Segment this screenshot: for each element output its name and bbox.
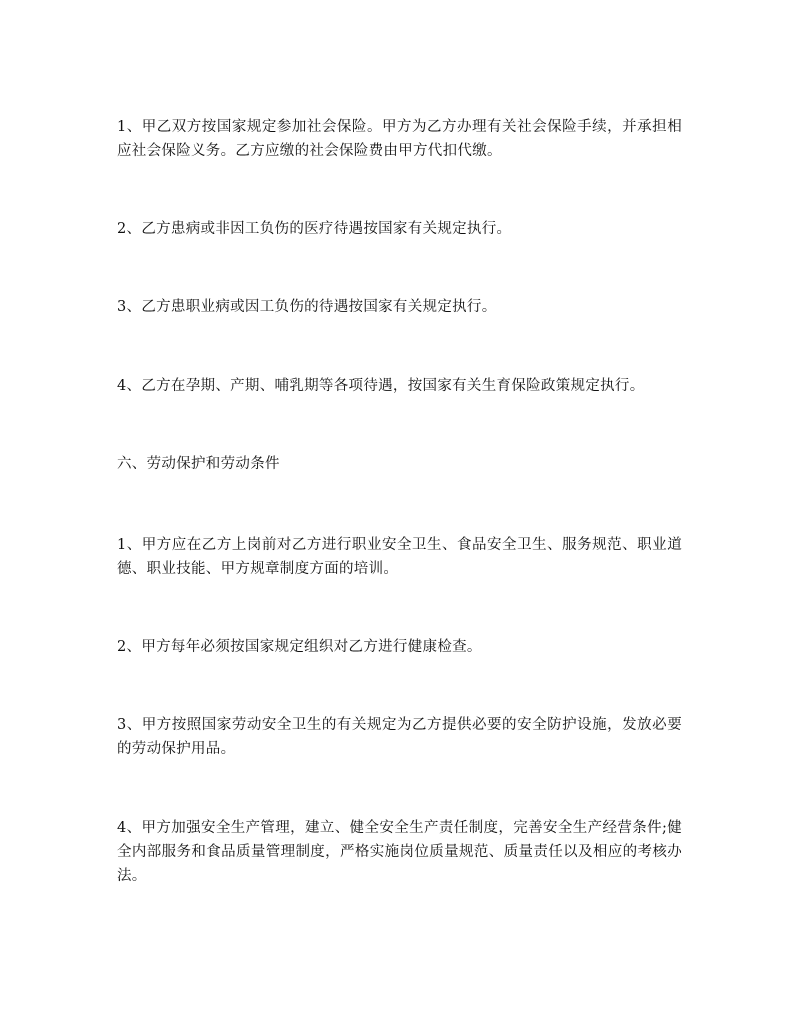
section-heading-labor-protection: 六、劳动保护和劳动条件: [117, 456, 280, 472]
paragraph-labor-protection-1: 1、甲方应在乙方上岗前对乙方进行职业安全卫生、食品安全卫生、服务规范、职业道德、职业技能、甲方规章制度方面的培训。: [117, 537, 682, 577]
paragraph-social-insurance-1: 1、甲乙双方按国家规定参加社会保险。甲方为乙方办理有关社会保险手续，并承担相应社会保险义务。乙方应缴的社会保险费由甲方代扣代缴。: [117, 119, 682, 159]
paragraph-labor-protection-2: 2、甲方每年必须按国家规定组织对乙方进行健康检查。: [117, 639, 482, 655]
paragraph-social-insurance-3: 3、乙方患职业病或因工负伤的待遇按国家有关规定执行。: [117, 299, 497, 315]
paragraph-social-insurance-2: 2、乙方患病或非因工负伤的医疗待遇按国家有关规定执行。: [117, 221, 512, 237]
paragraph-labor-protection-3: 3、甲方按照国家劳动安全卫生的有关规定为乙方提供必要的安全防护设施，发放必要的劳动保护用品。: [117, 717, 682, 757]
paragraph-social-insurance-4: 4、乙方在孕期、产期、哺乳期等各项待遇，按国家有关生育保险政策规定执行。: [117, 378, 645, 394]
paragraph-labor-protection-4: 4、甲方加强安全生产管理，建立、健全安全生产责任制度，完善安全生产经营条件;健全内部服务和食品质量管理制度，严格实施岗位质量规范、质量责任以及相应的考核办法。: [117, 820, 682, 884]
